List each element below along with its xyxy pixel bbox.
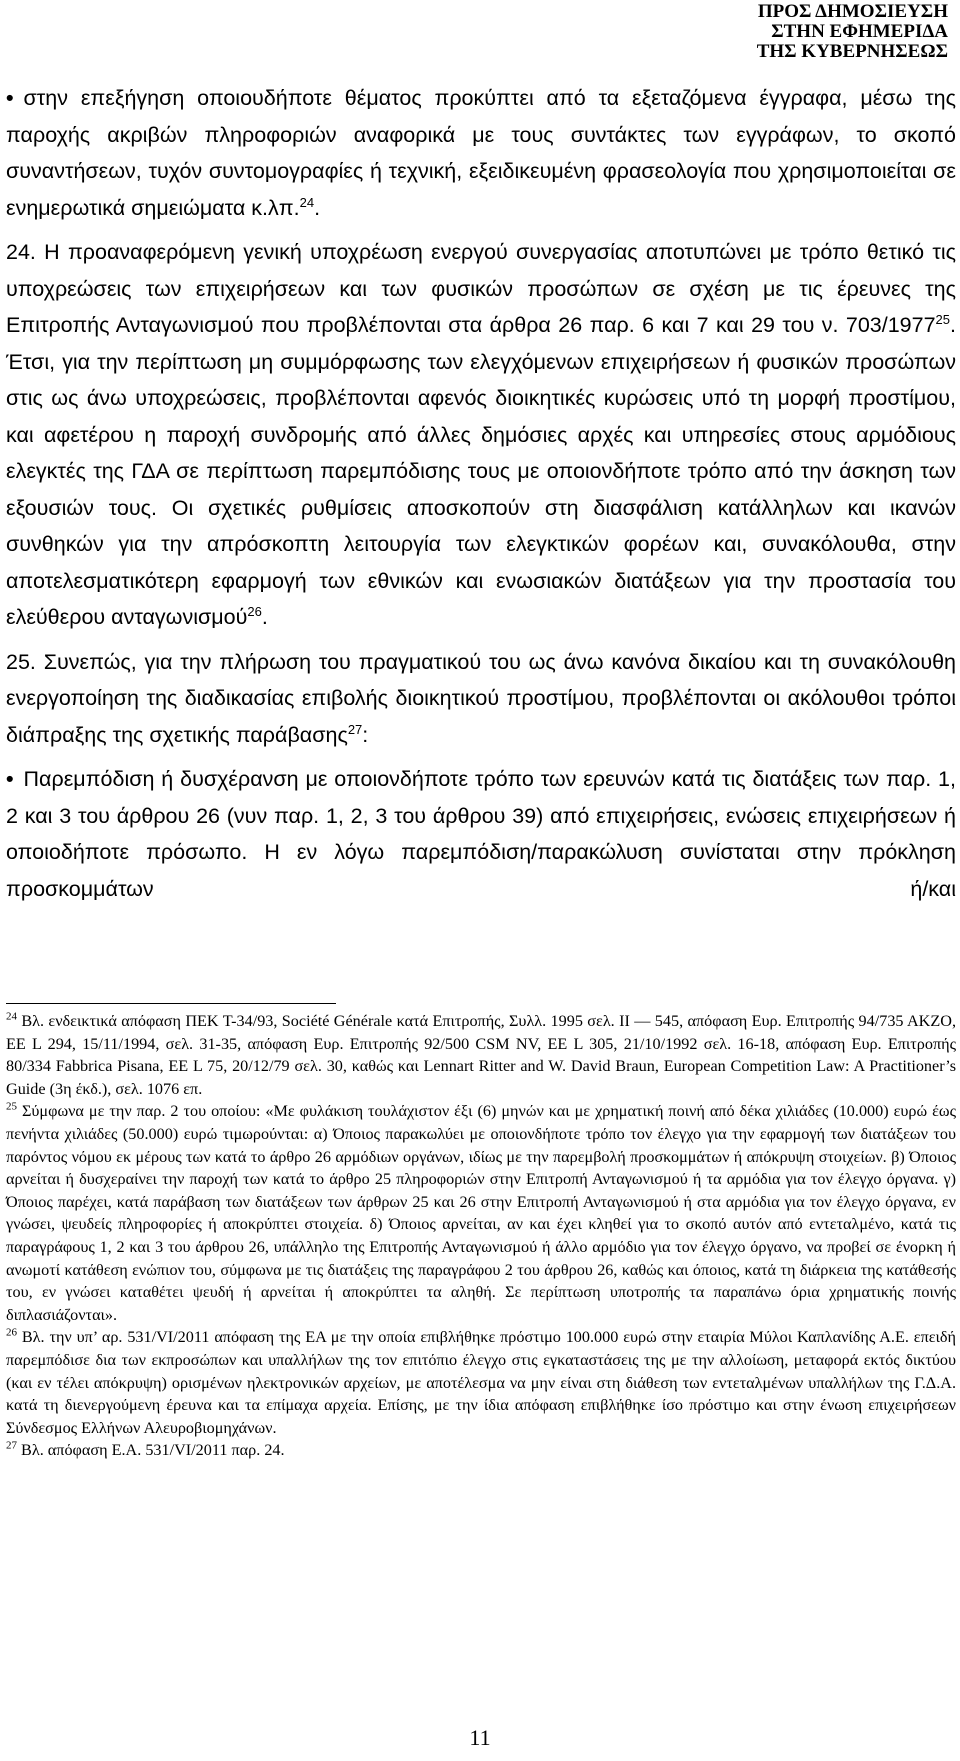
footnote-27	[6, 1439, 956, 1462]
footnote-26-text: Βλ. την υπ’ αρ. 531/VI/2011 απόφαση της ΕΑ με την οποία επιβλήθηκε πρόστιμο 100.000 ευρώ στην εταιρία Μύλοι Καπλανίδης Α.Ε. επειδή παρεμπόδισε δια των εκπροσώπων και υπαλλήλων της τον επιτόπιο έλεγχο στις εγκαταστάσεις της με την αλλοίωση, μεταφορά εκτός δικτύου (και εν τέλει απόκρυψη) ορισμένων ηλεκτρονικών αρχείων, με αποτέλεσμα να μην είναι στη διάθεση των εντεταλμένων υπαλλήλων της Γ.Δ.Α. κατά τη διενεργούμενη έρευνα και τα επίμαχα αρχεία. Επίσης, με την ίδια απόφαση επιβλήθηκε ίσο πρόστιμο και στην ένωση επιχειρήσεων Σύνδεσμος Ελλήνων Αλευροβιομηχάνων.	[6, 1328, 956, 1437]
bullet-1-tail: .	[314, 195, 321, 220]
footnote-25	[6, 1100, 956, 1326]
footnote-24	[6, 1010, 956, 1100]
footnote-ref-24[interactable]: 24	[299, 194, 315, 210]
footnotes	[6, 1010, 956, 1462]
paragraph-24	[6, 234, 956, 636]
paragraph-25	[6, 644, 956, 754]
bullet-2-text: Παρεμπόδιση ή δυσχέρανση με οποιονδήποτε τρόπο των ερευνών κατά τις διατάξεις των παρ. 1, 2 και 3 του άρθρου 26 (νυν παρ. 1, 2, 3 του άρθρου 39) από επιχειρήσεις, ενώσεις επιχειρήσεων ή οποιοδήποτε πρόσωπο. Η εν λόγω παρεμπόδιση/παρακώλυση συνίσταται στην πρόκληση προσκομμάτων ή/και	[6, 767, 956, 901]
footnote-27-number: 27	[6, 1439, 17, 1452]
footnote-27-text: Βλ. απόφαση Ε.Α. 531/VI/2011 παρ. 24.	[17, 1441, 285, 1460]
footnote-24-text: Βλ. ενδεικτικά απόφαση ΠΕΚ Τ-34/93, Société Générale κατά Επιτροπής, Συλλ. 1995 σελ. II — 545, απόφαση Ευρ. Επιτροπής 94/735 ΑΚΖΟ, ΕΕ L 294, 15/11/1994, σελ. 31-35, απόφαση Ευρ. Επιτροπής 92/500 CSM NV, EE L 305, 21/10/1992 σελ. 16-18, απόφαση Ευρ. Επιτροπής 80/334 Fabbrica Pisana, EE L 75, 20/12/79 σελ. 30, καθώς και Lennart Ritter and W. David Braun, European Competition Law: A Practitioner’s Guide (3η έκδ.), σελ. 1076 επ.	[6, 1012, 956, 1098]
publication-header	[757, 2, 948, 62]
bullet-paragraph-2	[6, 761, 956, 907]
footnote-25-text: Σύμφωνα με την παρ. 2 του οποίου: «Με φυλάκιση τουλάχιστον έξι (6) μηνών και με χρηματική ποινή από δέκα χιλιάδες (10.000) ευρώ έως πενήντα χιλιάδες (50.000) ευρώ τιμωρούνται: α) Όποιος παρακωλύει με οποιονδήποτε τρόπο τον έλεγχο για την εφαρμογή των διατάξεων του παρόντος νόμου εκ μέρους των κατά το άρθρο 26 αρμόδιων οργάνων, ιδίως με την παρεμβολή προσκομμάτων ή απόκρυψη στοιχείων. β) Όποιος αρνείται ή δυσχεραίνει την παροχή των κατά το άρθρο 25 πληροφοριών στην Επιτροπή Ανταγωνισμού ή τα αρμόδια για τον έλεγχο όργανα. γ) Όποιος παρέχει, κατά παράβαση των διατάξεων των άρθρων 25 και 26 στην Επιτροπή Ανταγωνισμού ή στα αρμόδια για τον έλεγχο όργανα, εν γνώσει, ψευδείς πληροφορίες ή αποκρύπτει στοιχεία. δ) Όποιος αρνείται, αν και έχει κληθεί για το σκοπό αυτόν από εντεταλμένο, κατά τις παραγράφους 1, 2 και 3 του άρθρου 26, υπάλληλο της Επιτροπής Ανταγωνισμού ή άλλο αρμόδιο για τον έλεγχο όργανο, να προβεί σε ένορκη ή ανωμοτί κατάθεση ενώπιον του, σύμφωνα με τις διατάξεις της παραγράφου 2 του άρθρου 26, καθώς και όποιος, κατά τη διάρκεια της κατάθεσής του, εν γνώσει καταθέτει ψευδή ή αρνείται ή αποκρύπτει τα αληθή. Σε περίπτωση υποτροπής τα παραπάνω όρια χρηματικής ποινής διπλασιάζονται».	[6, 1102, 956, 1324]
header-line-2: ΣΤΗΝ ΕΦΗΜΕΡΙΔΑ	[771, 21, 948, 42]
paragraph-24-text-2: . Έτσι, για την περίπτωση μη συμμόρφωσης των ελεγχόμενων επιχειρήσεων ή φυσικών προσώπων στις ως άνω υποχρεώσεις, προβλέπονται αφενός διοικητικές κυρώσεις υπό τη μορφή προστίμου, και αφετέρου η παροχή συνδρομής από άλλες δημόσιες αρχές και υπηρεσίες στους αρμόδιους ελεγκτές της ΓΔΑ σε περίπτωση παρεμπόδισης τους με οποιονδήποτε τρόπο από την άσκηση των εξουσιών τους. Οι σχετικές ρυθμίσεις αποσκοπούν στη διασφάλιση κατάλληλων και ικανών συνθηκών για την απρόσκοπτη λειτουργία των ελεγκτικών φορέων και, συνακόλουθα, στην αποτελεσματικότερη εφαρμογή των εθνικών και ενωσιακών διατάξεων για την προστασία του ελεύθερου ανταγωνισμού	[6, 313, 956, 629]
footnote-ref-27[interactable]: 27	[347, 721, 363, 737]
paragraph-25-tail: :	[362, 722, 369, 747]
footnote-separator	[6, 1003, 336, 1004]
footnote-26-number: 26	[6, 1326, 17, 1339]
footnote-25-number: 25	[6, 1100, 17, 1113]
footnote-ref-25[interactable]: 25	[935, 311, 951, 327]
paragraph-25-text: 25. Συνεπώς, για την πλήρωση του πραγματικού του ως άνω κανόνα δικαίου και τη συνακόλουθη ενεργοποίηση της διαδικασίας επιβολής διοικητικού προστίμου, προβλέπονται οι ακόλουθοι τρόποι διάπραξης της σχετικής παράβασης	[6, 649, 956, 747]
header-line-1: ΠΡΟΣ ΔΗΜΟΣΙΕΥΣΗ	[757, 1, 948, 22]
paragraph-24-tail: .	[261, 605, 268, 629]
main-body	[6, 80, 956, 915]
paragraph-24-text-1: 24. Η προαναφερόμενη γενική υποχρέωση ενεργού συνεργασίας αποτυπώνει με τρόπο θετικό τις υποχρεώσεις των επιχειρήσεων και των φυσικών προσώπων σε σχέση με τις έρευνες της Επιτροπής Ανταγωνισμού που προβλέπονται στα άρθρα 26 παρ. 6 και 7 και 29 του ν. 703/1977	[6, 240, 956, 337]
bullet-paragraph-1	[6, 80, 956, 226]
footnote-24-number: 24	[6, 1010, 17, 1023]
header-line-3: ΤΗΣ ΚΥΒΕΡΝΗΣΕΩΣ	[756, 41, 948, 62]
footnote-ref-26[interactable]: 26	[247, 603, 262, 619]
page-number: 11	[469, 1725, 491, 1750]
bullet-1-text: στην επεξήγηση οποιουδήποτε θέματος προκύπτει από τα εξεταζόμενα έγγραφα, μέσω της παροχής ακριβών πληροφοριών αναφορικά με τους συντάκτες των εγγράφων, το σκοπό συναντήσεων, τυχόν συντομογραφίες ή τεχνική, εξειδικευμένη φρασεολογία που χρησιμοποιείται σε ενημερωτικά σημειώματα κ.λπ.	[6, 86, 956, 220]
footnote-26	[6, 1326, 956, 1439]
